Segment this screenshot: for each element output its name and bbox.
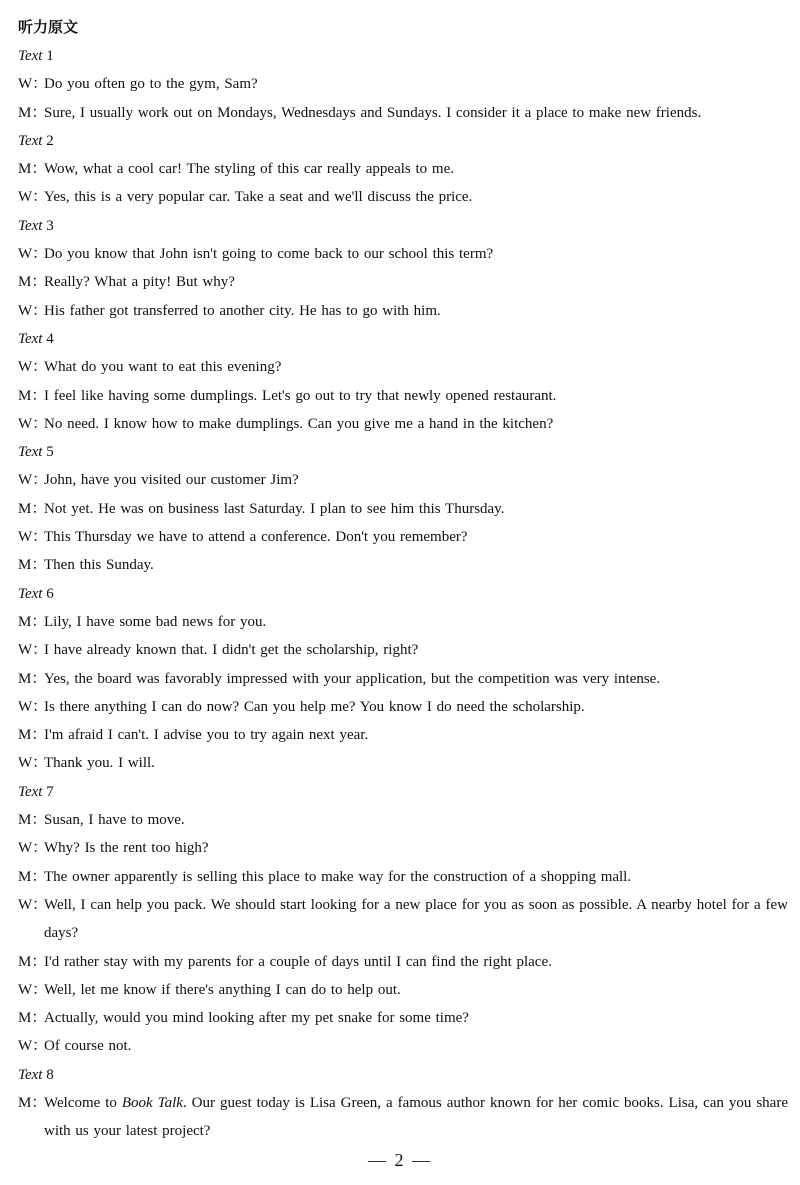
section-label [18,778,788,806]
utterance-text: Yes, this is a very popular car. Take a seat and we'll discuss the price. [44,189,473,206]
speaker-label: M： [18,1094,47,1111]
utterance-text: Well, I can help you pack. We should start looking for a new place for you as soon as possible. A nearby hotel for a few days? [44,896,788,942]
speaker-label: M： [18,953,47,970]
section-label-word: Text [18,1066,43,1083]
dialogue-line [18,806,788,834]
dialogue-line [18,608,788,636]
speaker-label: M： [18,670,47,687]
dialogue-line [18,297,788,325]
speaker-label: M： [18,557,47,574]
dialogue-line [18,721,788,749]
dialogue-line [18,665,788,693]
section-label-number: 1 [46,48,54,64]
utterance-text: His father got transferred to another city. He has to go with him. [44,302,441,319]
utterance-text: Sure, I usually work out on Mondays, Wednesdays and Sundays. I consider it a place to make new friends. [44,104,702,121]
dialogue-line [18,834,788,862]
speaker-label: W： [18,302,48,319]
section-label [18,212,788,240]
speaker-label: W： [18,755,48,772]
dialogue-line [18,551,788,579]
transcript-page [18,14,788,1146]
speaker-label: M： [18,500,47,517]
section-label-number: 6 [46,585,54,602]
transcript-sections [18,42,788,1146]
speaker-label: M： [18,613,47,630]
dialogue-line [18,976,788,1004]
speaker-label: M： [18,1010,47,1027]
speaker-label: W： [18,359,48,376]
utterance-text: Thank you. I will. [44,755,155,772]
section-label-word: Text [18,48,43,64]
speaker-label: W： [18,189,48,206]
speaker-label: M： [18,727,47,744]
page-number: — 2 — [368,1150,432,1170]
dialogue-line [18,268,788,296]
utterance-text: What do you want to eat this evening? [44,359,282,376]
dialogue-line [18,523,788,551]
utterance-text: This Thursday we have to attend a conference. Don't you remember? [44,529,468,546]
speaker-label: M： [18,812,47,829]
utterance-text: I feel like having some dumplings. Let's go out to try that newly opened restaurant. [44,387,557,404]
utterance-text [44,1089,788,1146]
section-label-word: Text [18,585,43,602]
utterance-text: Then this Sunday. [44,557,154,574]
program-title: Book Talk [121,1094,183,1111]
speaker-label: W： [18,246,48,263]
speaker-label: W： [18,642,48,659]
section-label [18,438,788,466]
dialogue-line [18,70,788,98]
section-label-number: 3 [46,217,54,234]
speaker-label: W： [18,1038,48,1055]
section-label-number: 7 [46,783,54,800]
dialogue-line [18,693,788,721]
section-label-word: Text [18,132,43,149]
dialogue-line [18,1089,788,1146]
dialogue-line [18,863,788,891]
page-heading: 听力原文 [18,18,79,36]
dialogue-line [18,495,788,523]
dialogue-line [18,410,788,438]
utterance-text: Not yet. He was on business last Saturday. I plan to see him this Thursday. [44,500,505,517]
section-label [18,580,788,608]
utterance-text: Of course not. [44,1038,132,1055]
utterance-text: I'd rather stay with my parents for a couple of days until I can find the right place. [44,953,552,970]
speaker-label: W： [18,840,48,857]
speaker-label: W： [18,896,48,913]
dialogue-line [18,749,788,777]
utterance-text-after: . Our guest today is Lisa Green, a famous author known for her comic books. Lisa, can you share with us your latest project? [44,1094,788,1140]
section-label [18,325,788,353]
dialogue-line [18,183,788,211]
speaker-label: M： [18,274,47,291]
speaker-label: W： [18,981,48,998]
dialogue-line [18,382,788,410]
utterance-text: I have already known that. I didn't get the scholarship, right? [44,642,419,659]
section-label-number: 5 [46,444,54,461]
speaker-label: W： [18,529,48,546]
section-label-number: 4 [46,330,54,347]
section-label-number: 8 [46,1066,54,1083]
dialogue-line [18,891,788,948]
speaker-label: M： [18,161,47,178]
utterance-text: No need. I know how to make dumplings. Can you give me a hand in the kitchen? [44,415,554,432]
section-label-word: Text [18,444,43,461]
section-label-word: Text [18,330,43,347]
utterance-text: Do you know that John isn't going to come back to our school this term? [44,246,494,263]
utterance-text: Wow, what a cool car! The styling of this car really appeals to me. [44,161,454,178]
section-label [18,1061,788,1089]
utterance-text: Why? Is the rent too high? [44,840,209,857]
utterance-text: Well, let me know if there's anything I can do to help out. [44,981,401,998]
dialogue-line [18,240,788,268]
dialogue-line [18,99,788,127]
utterance-text-before: Welcome to [44,1094,122,1111]
dialogue-line [18,466,788,494]
utterance-text: Lily, I have some bad news for you. [44,613,267,630]
dialogue-line [18,948,788,976]
dialogue-line [18,155,788,183]
utterance-text: Do you often go to the gym, Sam? [44,76,258,93]
utterance-text: Yes, the board was favorably impressed with your application, but the competition was very intense. [44,670,661,687]
section-label-number: 2 [46,132,54,149]
dialogue-line [18,353,788,381]
speaker-label: M： [18,868,47,885]
speaker-label: W： [18,76,48,93]
utterance-text: John, have you visited our customer Jim? [44,472,299,489]
utterance-text: I'm afraid I can't. I advise you to try again next year. [44,727,369,744]
section-label [18,42,788,70]
utterance-text: Is there anything I can do now? Can you help me? You know I do need the scholarship. [44,698,585,715]
speaker-label: W： [18,472,48,489]
utterance-text: Actually, would you mind looking after my pet snake for some time? [44,1010,469,1027]
dialogue-line [18,1032,788,1060]
utterance-text: Susan, I have to move. [44,812,185,829]
dialogue-line [18,636,788,664]
speaker-label: M： [18,387,47,404]
section-label-word: Text [18,217,43,234]
utterance-text: Really? What a pity! But why? [44,274,235,291]
speaker-label: W： [18,698,48,715]
speaker-label: W： [18,415,48,432]
section-label [18,127,788,155]
dialogue-line [18,1004,788,1032]
speaker-label: M： [18,104,47,121]
utterance-text: The owner apparently is selling this place to make way for the construction of a shopping mall. [44,868,632,885]
section-label-word: Text [18,783,43,800]
